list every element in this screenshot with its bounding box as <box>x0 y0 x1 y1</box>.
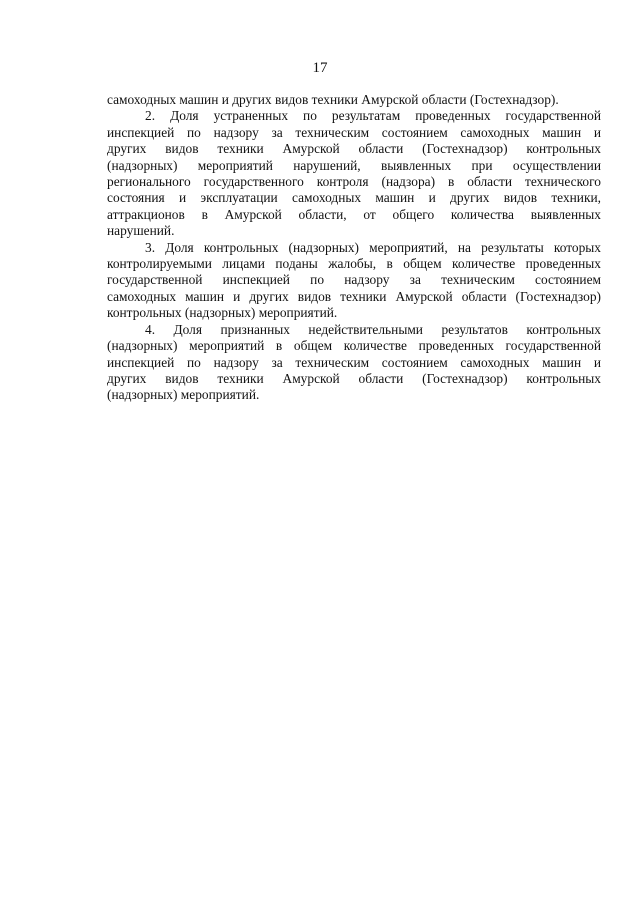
text-line: самоходных машин и других видов техники Амурской области (Гостехнадзор). <box>107 92 559 107</box>
text-line: самоходных машин и других видов техники Амурской области (Гостехнадзор) <box>107 288 601 304</box>
text-line: контролируемыми лицами поданы жалобы, в общем количестве проведенных <box>107 256 601 272</box>
text-line: контрольных (надзорных) мероприятий. <box>107 305 338 321</box>
text-line: нарушений. <box>107 223 175 239</box>
text-line: аттракционов в Амурской области, от общего количества выявленных <box>107 206 601 222</box>
text-line: 3. Доля контрольных (надзорных) мероприятий, на результаты которых <box>145 239 601 255</box>
paragraph-continuation <box>107 92 601 108</box>
paragraph-item-2 <box>107 108 601 239</box>
page-number: 17 <box>312 60 328 76</box>
text-line: других видов техники Амурской области (Гостехнадзор) контрольных <box>107 141 601 157</box>
text-line: 2. Доля устраненных по результатам проведенных государственной <box>145 108 601 124</box>
text-line: (надзорных) мероприятий нарушений, выявленных при осуществлении <box>107 157 601 173</box>
text-line: других видов техники Амурской области (Гостехнадзор) контрольных <box>107 370 601 386</box>
text-line: государственной инспекцией по надзору за техническим состоянием <box>107 272 601 288</box>
text-line: регионального государственного контроля (надзора) в области технического <box>107 174 601 190</box>
text-line: состояния и эксплуатации самоходных машин и других видов техники, <box>107 190 601 206</box>
paragraph-item-4 <box>107 322 601 404</box>
paragraph-item-3 <box>107 240 601 322</box>
text-line: (надзорных) мероприятий в общем количестве проведенных государственной <box>107 338 601 354</box>
text-line: инспекцией по надзору за техническим состоянием самоходных машин и <box>107 354 601 370</box>
text-line: (надзорных) мероприятий. <box>107 387 260 403</box>
text-line: инспекцией по надзору за техническим состоянием самоходных машин и <box>107 124 601 140</box>
document-body <box>107 92 601 404</box>
text-line: 4. Доля признанных недействительными результатов контрольных <box>145 321 601 337</box>
